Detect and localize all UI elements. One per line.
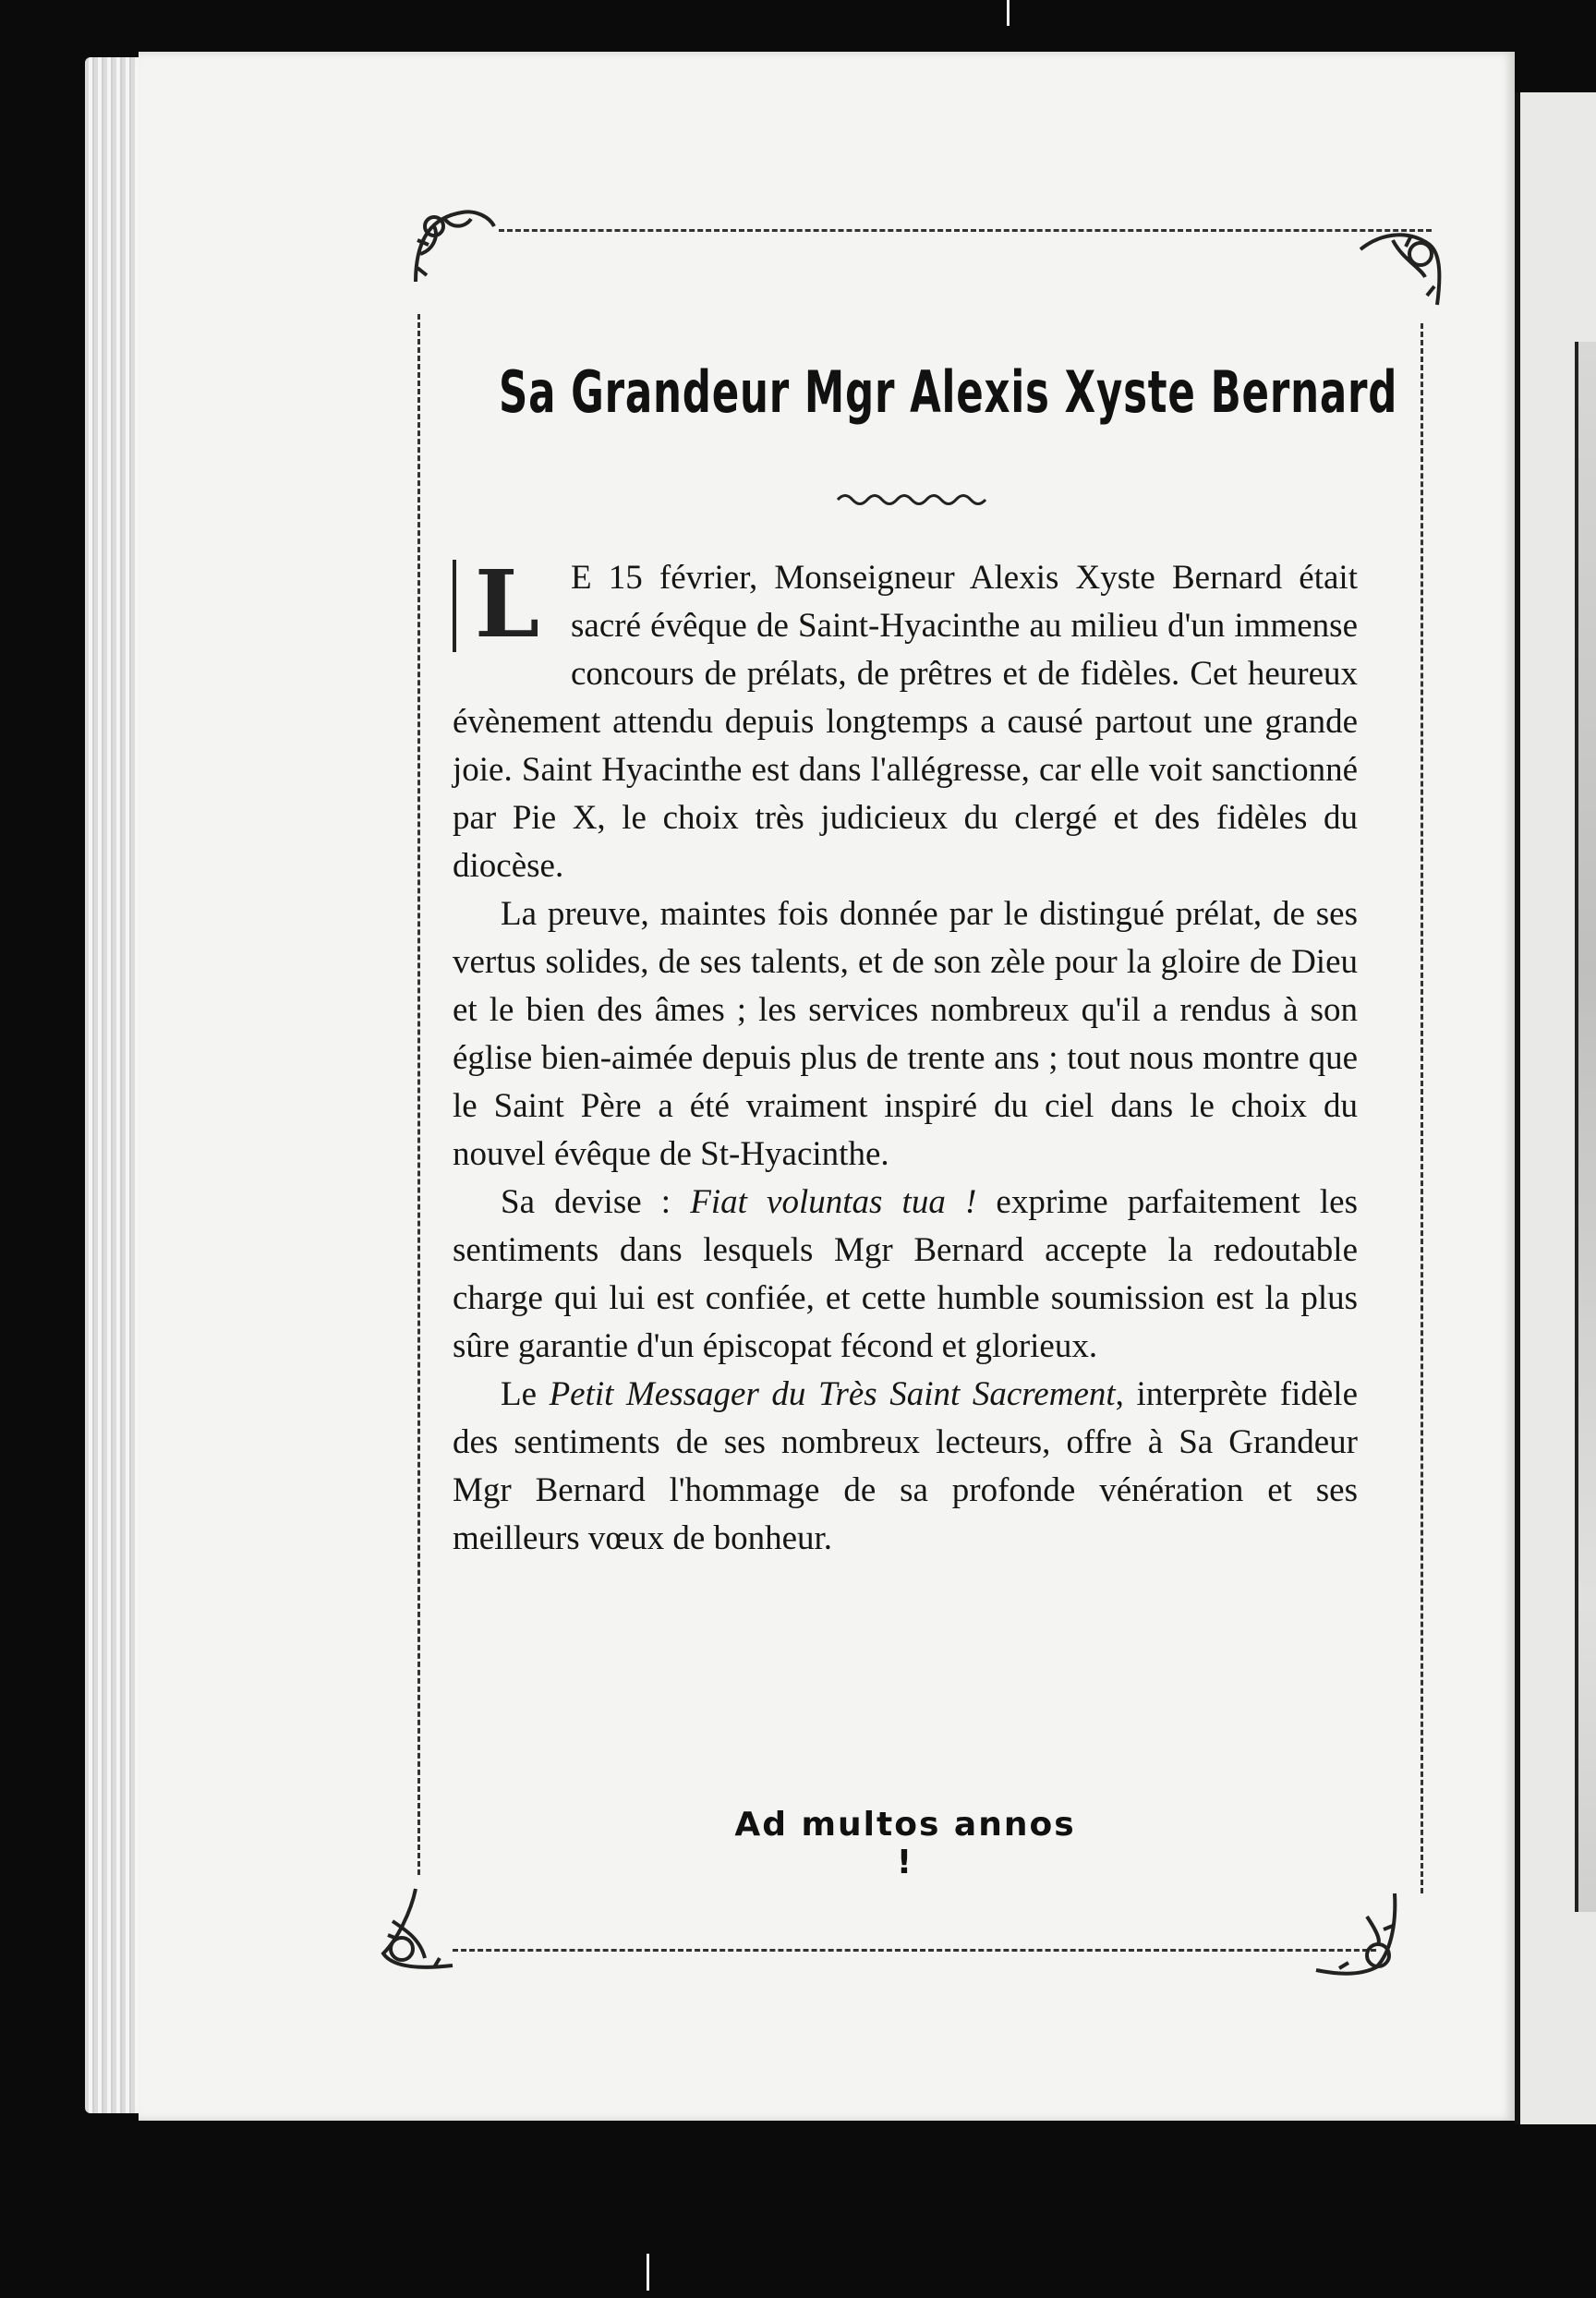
paragraph-1: L E 15 février, Monseigneur Alexis Xyste Bernard était sacré évêque de Saint-Hyacinthe au milieu d'un immense concours de prélats, de prêtres et de fidèles. Cet heureux évènement attendu depuis longtemps a causé partout une grande joie. Saint Hyacinthe est dans l'allégresse, car elle voit sanctionné par Pie X, le choix très judicieux du clergé et des fidèles du diocèse. bbox=[453, 550, 1358, 885]
film-mark bbox=[647, 2254, 649, 2291]
paragraph-2: La preuve, maintes fois donnée par le distingué prélat, de ses vertus solides, de ses talents, et de son zèle pour la gloire de Dieu et le bien des âmes ; les services nombreux qu'il a rendus à son église bien-aimée depuis plus de trente ans ; tout nous montre que le Saint Père a été vraiment inspiré du ciel dans le choix du nouvel évêque de St-Hyacinthe. bbox=[453, 895, 1358, 1173]
paragraph-3: Sa devise : Fiat voluntas tua ! exprime parfaitement les sentiments dans lesquels Mgr Bernard accepte la redoutable charge qui lui est confiée, et cette humble soumission est la plus sûre garantie d'un épiscopat fécond et glorieux. bbox=[453, 1183, 1358, 1365]
ornament-corner-icon bbox=[1356, 222, 1448, 314]
squiggle-divider-icon bbox=[836, 490, 993, 510]
page-title: Sa Grandeur Mgr Alexis Xyste Bernard bbox=[499, 358, 1398, 426]
publication-name: Petit Messager du Très Saint Sacrement bbox=[549, 1375, 1116, 1413]
ornament-corner-icon bbox=[406, 199, 499, 291]
border-left bbox=[417, 314, 420, 1875]
film-mark bbox=[1007, 0, 1010, 26]
ornament-corner-icon bbox=[1312, 1889, 1404, 1981]
motto-latin: Fiat voluntas tua ! bbox=[690, 1183, 977, 1221]
ornament-corner-icon bbox=[369, 1884, 462, 1977]
border-top bbox=[499, 229, 1432, 232]
border-right bbox=[1421, 323, 1423, 1893]
dropcap-letter: L bbox=[453, 560, 558, 652]
paragraph-4: Le Petit Messager du Très Saint Sacrement, interprète fidèle des sentiments de ses nombreux lecteurs, offre à Sa Grandeur Mgr Bernard l'hommage de sa profonde vénération et ses meilleurs vœux de bonheur. bbox=[453, 1375, 1358, 1557]
article-body bbox=[453, 550, 1358, 1563]
closing-motto: Ad multos annos ! bbox=[734, 1806, 1076, 1881]
facing-page-photo bbox=[1575, 342, 1596, 1912]
border-bottom bbox=[453, 1949, 1376, 1952]
